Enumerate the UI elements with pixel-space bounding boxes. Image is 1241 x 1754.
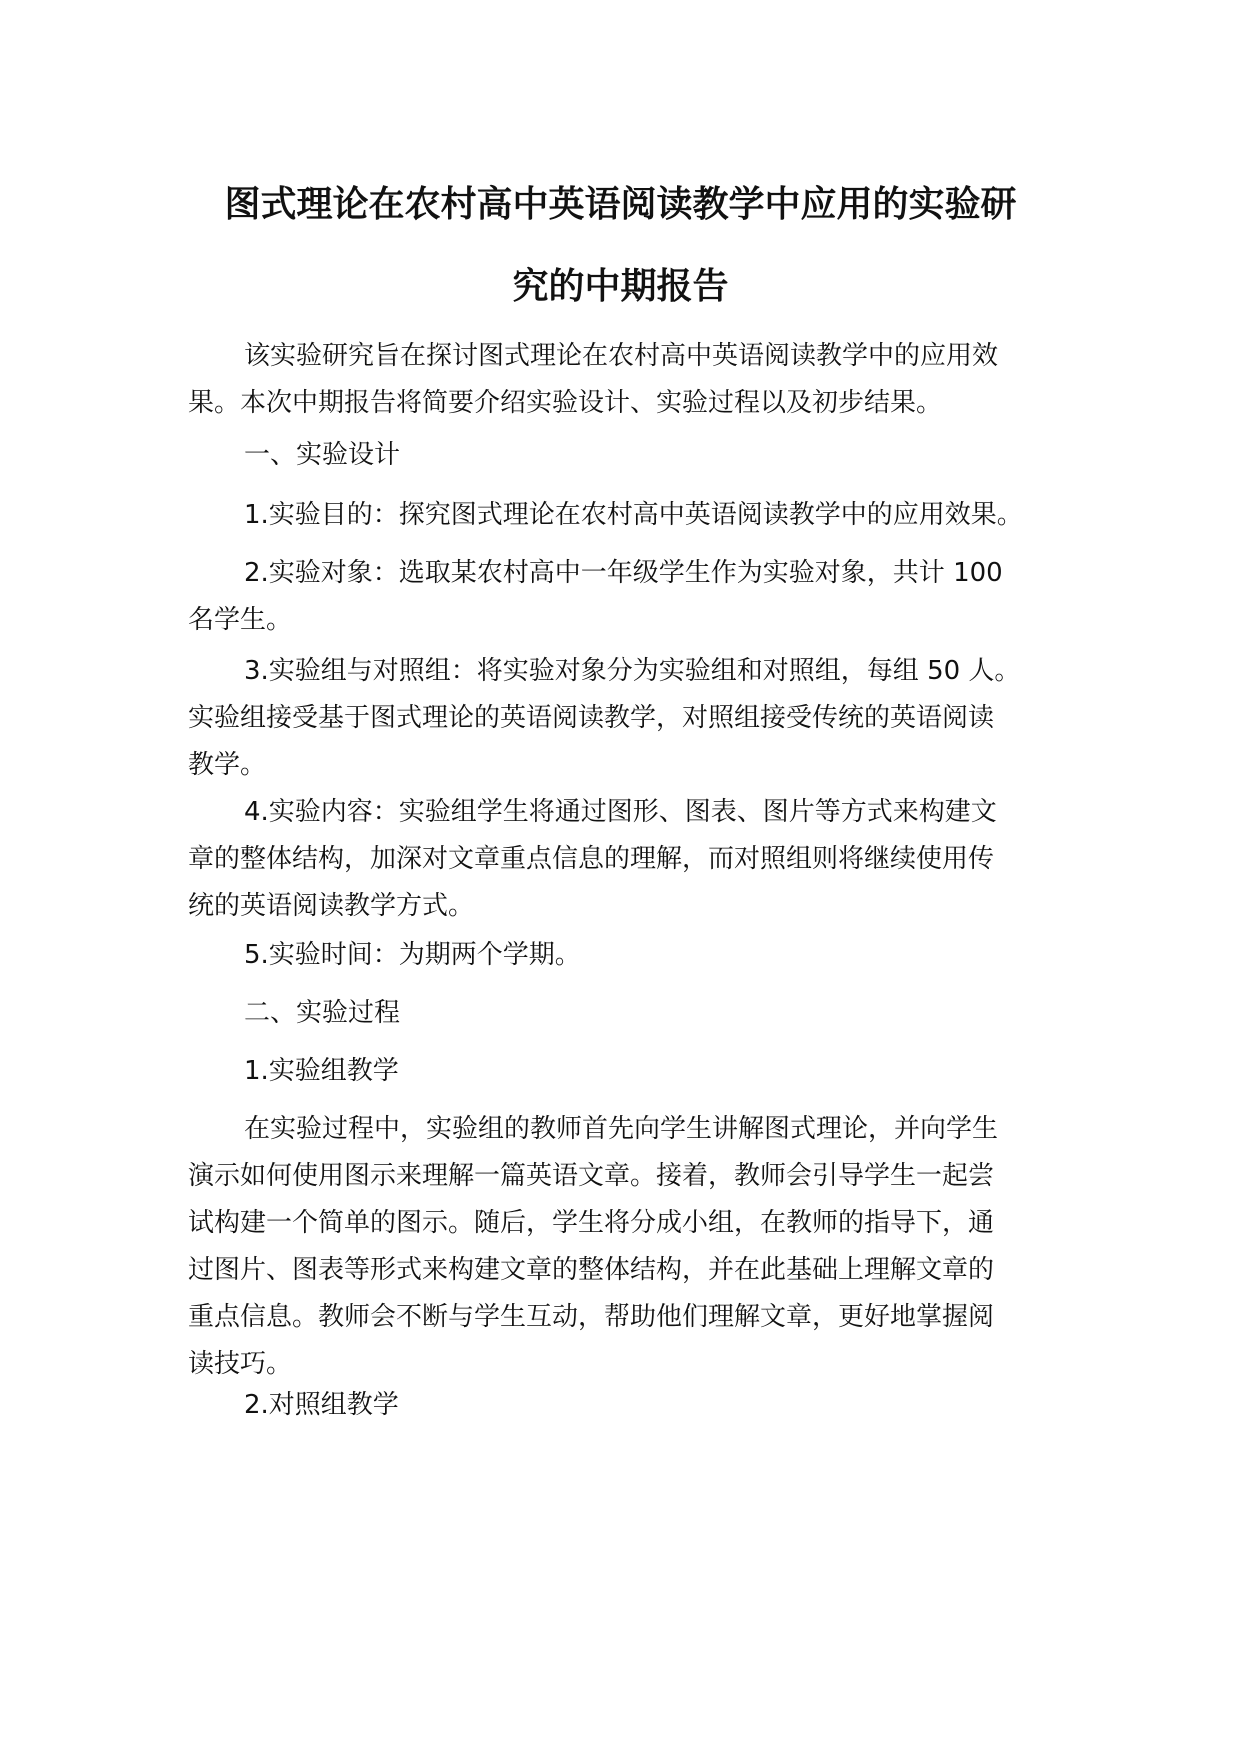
item-groups <box>188 648 1048 789</box>
text-line: 章的整体结构，加深对文章重点信息的理解，而对照组则将继续使用传 <box>188 844 995 874</box>
heading-text: 一、实验设计 <box>244 440 401 470</box>
text-line: 果。本次中期报告将简要介绍实验设计、实验过程以及初步结果。 <box>188 388 943 418</box>
item-content <box>188 789 1048 930</box>
title-line-1: 图式理论在农村高中英语阅读教学中应用的实验研 <box>224 184 1017 225</box>
text-line: 名学生。 <box>188 605 293 635</box>
section-heading-design <box>188 432 1048 479</box>
text-line: 教学。 <box>188 750 267 780</box>
text-line: 该实验研究旨在探讨图式理论在农村高中英语阅读教学中的应用效 <box>244 341 999 371</box>
title-line-2: 究的中期报告 <box>512 266 729 307</box>
text-line: 统的英语阅读教学方式。 <box>188 891 475 921</box>
text-line: 读技巧。 <box>188 1349 293 1379</box>
heading-text: 2.对照组教学 <box>244 1390 399 1420</box>
item-duration <box>188 932 1048 979</box>
text-line: 实验组接受基于图式理论的英语阅读教学，对照组接受传统的英语阅读 <box>188 703 995 733</box>
text-line: 3.实验组与对照组：将实验对象分为实验组和对照组，每组 50 人。 <box>244 656 1021 686</box>
text-line: 演示如何使用图示来理解一篇英语文章。接着，教师会引导学生一起尝 <box>188 1161 995 1191</box>
text-line: 过图片、图表等形式来构建文章的整体结构，并在此基础上理解文章的 <box>188 1255 995 1285</box>
text-line: 1.实验目的：探究图式理论在农村高中英语阅读教学中的应用效果。 <box>244 500 1023 530</box>
intro-paragraph <box>188 333 1048 427</box>
subheading-control-group <box>188 1382 1048 1429</box>
text-line: 5.实验时间：为期两个学期。 <box>244 940 581 970</box>
text-line: 试构建一个简单的图示。随后，学生将分成小组，在教师的指导下，通 <box>188 1208 995 1238</box>
heading-text: 二、实验过程 <box>244 998 401 1028</box>
text-line: 4.实验内容：实验组学生将通过图形、图表、图片等方式来构建文 <box>244 797 997 827</box>
item-subjects <box>188 550 1048 644</box>
item-purpose <box>188 492 1048 539</box>
text-line: 重点信息。教师会不断与学生互动，帮助他们理解文章，更好地掌握阅 <box>188 1302 995 1332</box>
section-heading-process <box>188 990 1048 1037</box>
experimental-group-paragraph <box>188 1106 1048 1388</box>
text-line: 2.实验对象：选取某农村高中一年级学生作为实验对象，共计 100 <box>244 558 1003 588</box>
subheading-experimental-group <box>188 1048 1048 1095</box>
heading-text: 1.实验组教学 <box>244 1056 399 1086</box>
text-line: 在实验过程中，实验组的教师首先向学生讲解图式理论，并向学生 <box>244 1114 999 1144</box>
